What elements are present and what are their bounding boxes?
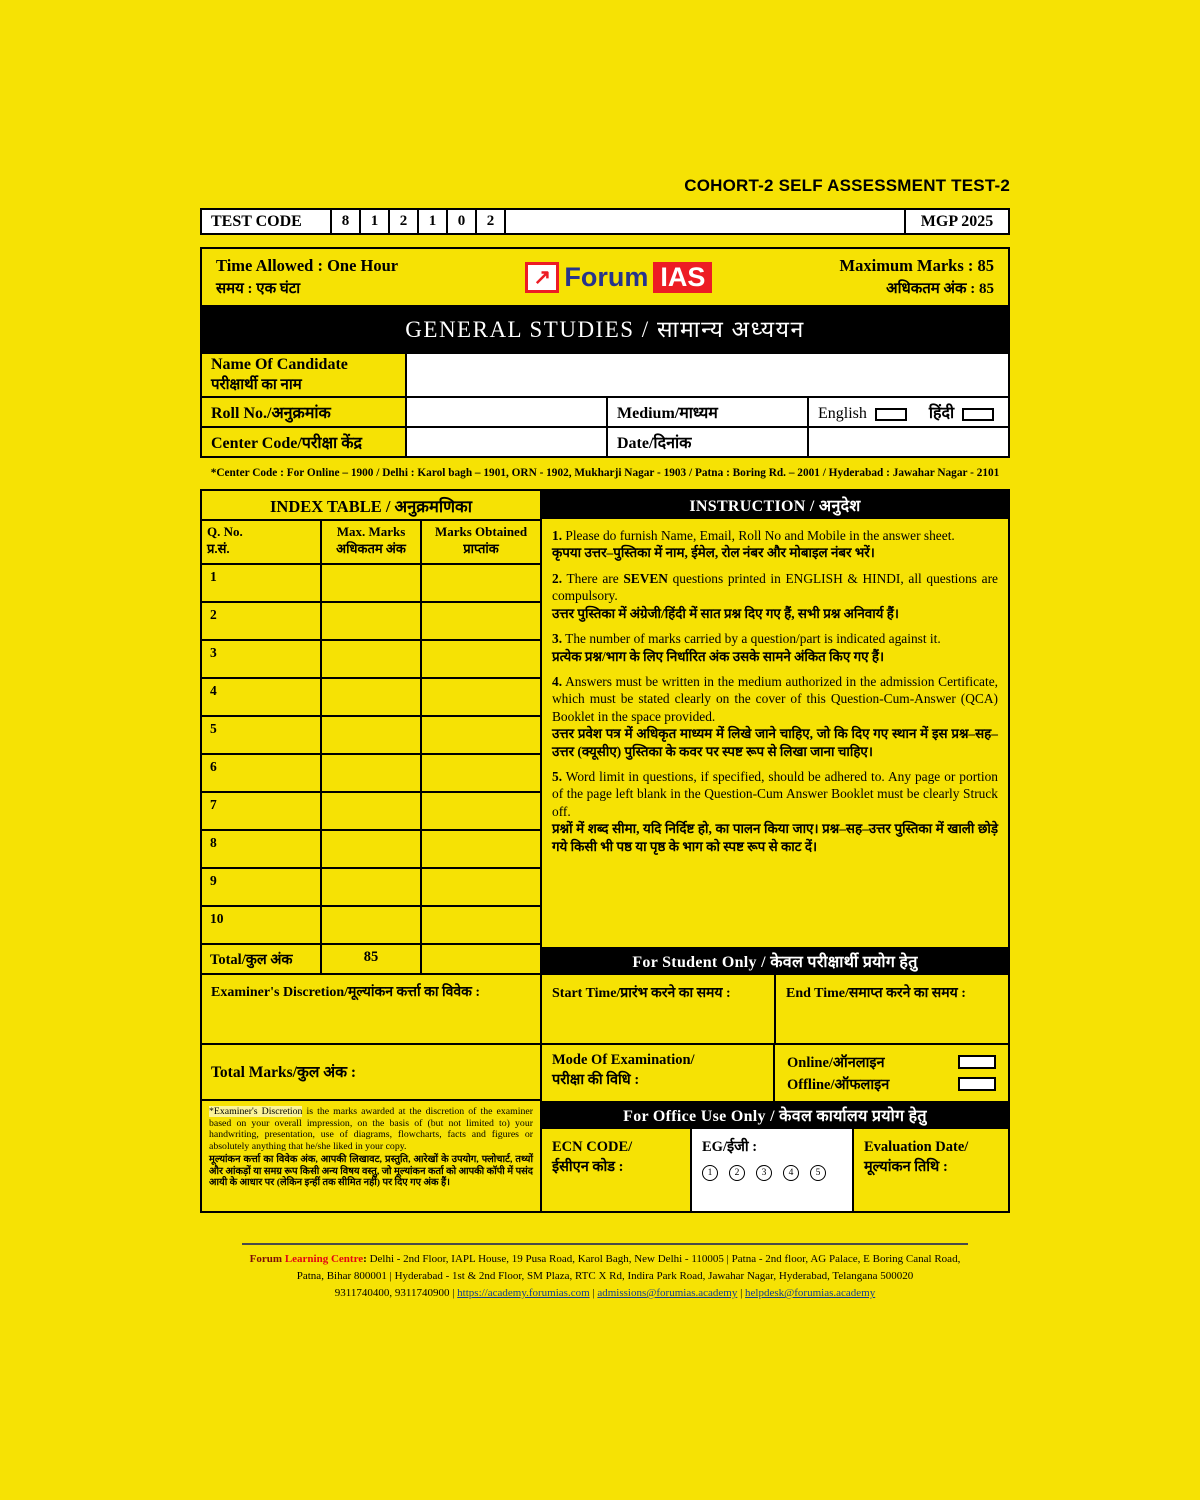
test-code-digit-1: 8 (332, 210, 361, 233)
index-row-5 (202, 717, 540, 755)
index-row-6 (202, 755, 540, 793)
logo-forum-text: Forum (564, 261, 649, 292)
hindi-checkbox[interactable] (962, 408, 994, 421)
roll-no-field[interactable] (406, 397, 607, 427)
examiner-discretion-footnote (202, 1101, 540, 1211)
eg-option-circle-1[interactable]: 1 (702, 1165, 718, 1181)
eg-label: EG/ईजी : (702, 1139, 758, 1155)
max-marks-cell (322, 641, 422, 677)
eg-option-circle-2[interactable]: 2 (729, 1165, 745, 1181)
index-row-9 (202, 869, 540, 907)
max-marks-cell (322, 907, 422, 943)
candidate-info-table (200, 352, 1010, 458)
marks-obtained-cell (422, 793, 540, 829)
index-row-2 (202, 603, 540, 641)
footer-brand: Forum (249, 1253, 283, 1265)
medium-english-label: English (818, 405, 867, 422)
page-title: COHORT-2 SELF ASSESSMENT TEST-2 (684, 176, 1010, 195)
max-marks-cell (322, 869, 422, 905)
qno-cell: 4 (202, 679, 322, 715)
eg-option-circle-4[interactable]: 4 (783, 1165, 799, 1181)
ecn-code-cell[interactable]: ECN CODE/ ईसीएन कोड : (542, 1129, 692, 1211)
footer-link-academy[interactable]: https://academy.forumias.com (457, 1287, 590, 1299)
footer-brand-suffix: Learning Centre (284, 1253, 364, 1265)
qno-cell: 7 (202, 793, 322, 829)
marks-obtained-cell (422, 755, 540, 791)
qno-cell: 8 (202, 831, 322, 867)
footer-address: Forum Learning Centre: Delhi - 2nd Floor, IAPL House, 19 Pusa Road, Karol Bagh, New Delhi - 110005 | Patna - 2nd floor, AG Palace, E Boring Canal Road, Patna, Bihar 800001 | Hyderabad - 1st & 2nd Floor, SM Plaza, RTC X Rd, Indira Park Road, Jawahar Nagar, Hyderabad, Telangana 500020 (249, 1253, 961, 1282)
offline-label: Offline/ऑफलाइन (787, 1077, 890, 1093)
mode-of-exam-cell: Mode Of Examination/ परीक्षा की विधि : (542, 1045, 775, 1101)
instruction-list (542, 519, 1008, 947)
total-marks-cell: Total Marks/कुल अंक : (202, 1045, 540, 1101)
mgp-badge: MGP 2025 (920, 212, 994, 230)
test-code-digit-5: 0 (448, 210, 477, 233)
instruction-item-2: 2. There are SEVEN questions printed in ENGLISH & HINDI, all questions are compulsory. उत्तर पुस्तिका में अंग्रेजी/हिंदी में सात प्रश्न दिए गए हैं, सभी प्रश्न अनिवार्य हैं। (552, 570, 998, 621)
max-marks-cell (322, 793, 422, 829)
eg-option-circle-5[interactable]: 5 (810, 1165, 826, 1181)
index-total-row (202, 945, 540, 975)
examiner-discretion-cell: Examiner's Discretion/मूल्यांकन कर्त्ता का विवेक : (202, 975, 540, 1045)
offline-option (787, 1074, 996, 1094)
marks-obtained-cell (422, 603, 540, 639)
index-row-10 (202, 907, 540, 945)
footer-phones: 9311740400, 9311740900 (334, 1287, 450, 1299)
footer-contact: 9311740400, 9311740900 | https://academy.forumias.com | admissions@forumias.academy | helpdesk@forumias.academy (334, 1287, 876, 1299)
center-code-note: *Center Code : For Online – 1900 / Delhi : Karol bagh – 1901, ORN - 1902, Mukharji Nagar - 1903 / Patna : Boring Rd. – 2001 / Hyderabad : Jawahar Nagar - 2101 (210, 467, 1000, 479)
logo-arrow-icon: ↗ (525, 262, 559, 293)
mode-choice-cell (775, 1045, 1008, 1101)
maximum-marks-label: Maximum Marks : 85 (839, 256, 994, 275)
logo-ias-text: IAS (653, 262, 712, 293)
medium-label: Medium/माध्यम (607, 397, 808, 427)
center-code-field[interactable] (406, 427, 607, 457)
total-max-marks: 85 (322, 945, 422, 973)
index-row-8 (202, 831, 540, 869)
marks-obtained-cell (422, 565, 540, 601)
page-content (200, 176, 1010, 1302)
instruction-header-bar: INSTRUCTION / अनुदेश (542, 491, 1008, 519)
footer-address-text: Delhi - 2nd Floor, IAPL House, 19 Pusa Road, Karol Bagh, New Delhi - 110005 | Patna - 2nd floor, AG Palace, E Boring Canal Road, Patna, Bihar 800001 | Hyderabad - 1st & 2nd Floor, SM Plaza, RTC X Rd, Indira Park Road, Jawahar Nagar, Hyderabad, Telangana 500020 (296, 1253, 961, 1282)
test-code-digit-2: 1 (361, 210, 390, 233)
col-header-max-marks: Max. Marks अधिकतम अंक (322, 521, 422, 563)
qno-cell: 6 (202, 755, 322, 791)
marks-obtained-cell (422, 907, 540, 943)
time-allowed-block (216, 256, 398, 298)
eg-option-circle-3[interactable]: 3 (756, 1165, 772, 1181)
maximum-marks-label-hindi: अधिकतम अंक : 85 (886, 281, 994, 297)
test-code-digit-6: 2 (477, 210, 506, 233)
test-code-digit-4: 1 (419, 210, 448, 233)
name-of-candidate-label (201, 353, 406, 397)
eg-cell (692, 1129, 854, 1211)
max-marks-cell (322, 755, 422, 791)
index-table-column (202, 491, 542, 1211)
evaluation-date-cell[interactable]: Evaluation Date/ मूल्यांकन तिथि : (864, 1139, 969, 1176)
test-code-bar (200, 208, 1010, 235)
max-marks-cell (322, 565, 422, 601)
max-marks-cell (322, 717, 422, 753)
footer (242, 1243, 968, 1302)
max-marks-cell (322, 831, 422, 867)
mode-row (542, 1045, 1008, 1101)
office-use-bar: For Office Use Only / केवल कार्यालय प्रयोग हेतु (542, 1101, 1008, 1129)
qno-cell: 1 (202, 565, 322, 601)
office-use-row (542, 1129, 1008, 1211)
online-option (787, 1052, 996, 1072)
footnote-english: *Examiner's Discretion is the marks awarded at the discretion of the examiner based on your overall impression, on the basis of (but not limited to) your handwriting, presentation, use of diagrams, flowcharts, facts and figures or absolutely anything that he/she liked in your copy. (209, 1106, 533, 1152)
forumias-logo (525, 262, 712, 293)
max-marks-cell (322, 679, 422, 715)
index-row-4 (202, 679, 540, 717)
end-time-cell[interactable]: End Time/समाप्त करने का समय : (786, 986, 966, 1001)
qno-cell: 10 (202, 907, 322, 943)
date-label: Date/दिनांक (607, 427, 808, 457)
subject-title-bar: GENERAL STUDIES / सामान्य अध्ययन (200, 307, 1010, 352)
index-table-title: INDEX TABLE / अनुक्रमणिका (202, 491, 540, 521)
date-field[interactable] (808, 427, 1009, 457)
time-allowed-label: Time Allowed : One Hour (216, 256, 399, 275)
footer-link-admissions[interactable]: admissions@forumias.academy (597, 1287, 738, 1299)
main-section (200, 489, 1010, 1213)
name-label-en: Name Of Candidate (211, 356, 348, 373)
footnote-hindi: मूल्यांकन कर्त्ता का विवेक अंक, आपकी लिखावट, प्रस्तुति, आरेखों के उपयोग, फ्लोचार्ट, तथ्यों और आंकड़ों या समग्र रूप किसी अन्य विषय वस्तु, जो मूल्यांकन कर्ता को आपकी कॉपी में पसंद आयी के आधार पर (लेकिन इन्हीं तक सीमित नहीं) पर दिए गए अंक हैं। (209, 1154, 533, 1189)
time-allowed-label-hindi: समय : एक घंटा (216, 281, 301, 297)
time-row (542, 975, 1008, 1045)
test-code-digit-3: 2 (390, 210, 419, 233)
qno-cell: 5 (202, 717, 322, 753)
index-row-7 (202, 793, 540, 831)
index-row-1 (202, 565, 540, 603)
max-marks-cell (322, 603, 422, 639)
qno-cell: 2 (202, 603, 322, 639)
instruction-item-4: 4. Answers must be written in the medium authorized in the admission Certificate, which must be stated clearly on the cover of this Question-Cum-Answer (QCA) Booklet in the space provided. उत्तर प्रवेश पत्र में अधिकृत माध्यम में लिखे जाने चाहिए, जो कि दिए गए स्थान में इस प्रश्न–सह–उत्तर (क्यूसीए) पुस्तिका के कवर पर स्पष्ट रूप से लिखा जाना चाहिए। (552, 673, 998, 759)
instruction-column (542, 491, 1008, 1211)
offline-checkbox[interactable] (958, 1077, 996, 1091)
center-code-label: Center Code/परीक्षा केंद्र (201, 427, 406, 457)
total-label: Total/कुल अंक (202, 945, 322, 973)
marks-obtained-cell (422, 869, 540, 905)
marks-obtained-cell (422, 831, 540, 867)
marks-obtained-cell (422, 641, 540, 677)
candidate-name-field[interactable] (406, 353, 1009, 397)
instruction-item-3: 3. The number of marks carried by a question/part is indicated against it. प्रत्येक प्रश्न/भाग के लिए निर्धारित अंक उसके सामने अंकित किए गए हैं। (552, 631, 941, 664)
instruction-item-5: 5. Word limit in questions, if specified, should be adhered to. Any page or portion of the page left blank in the Question-Cum Answer Booklet must be clearly Struck off. प्रश्नों में शब्द सीमा, यदि निर्दिष्ट हो, का पालन किया जाए। प्रश्न–सह–उत्तर पुस्तिका में खाली छोड़े गये किसी भी पष्ठ या पृष्ठ के भाग को स्पष्ट रूप से काट दें। (552, 769, 998, 854)
exam-header-box (200, 247, 1010, 307)
test-code-label: TEST CODE (202, 210, 332, 233)
qno-cell: 3 (202, 641, 322, 677)
marks-obtained-cell (422, 679, 540, 715)
english-checkbox[interactable] (875, 408, 907, 421)
col-header-qno: Q. No. प्र.सं. (202, 521, 322, 563)
qno-cell: 9 (202, 869, 322, 905)
eg-options (702, 1165, 842, 1181)
total-marks-obtained-cell (422, 945, 540, 973)
index-row-3 (202, 641, 540, 679)
online-label: Online/ऑनलाइन (787, 1055, 885, 1071)
col-header-marks-obtained: Marks Obtained प्राप्तांक (434, 524, 528, 556)
instruction-item-1: 1. Please do furnish Name, Email, Roll No and Mobile in the answer sheet. कृपया उत्तर–पुस्तिका में नाम, ईमेल, रोल नंबर और मोबाइल नंबर भरें। (552, 528, 955, 561)
medium-hindi-label: हिंदी (928, 405, 955, 422)
student-only-bar: For Student Only / केवल परीक्षार्थी प्रयोग हेतु (542, 947, 1008, 975)
start-time-cell[interactable]: Start Time/प्रारंभ करने का समय : (542, 975, 776, 1043)
footer-link-helpdesk[interactable]: helpdesk@forumias.academy (745, 1287, 876, 1299)
online-checkbox[interactable] (958, 1055, 996, 1069)
test-code-blank-cell (506, 210, 906, 233)
index-table-header (202, 521, 540, 565)
name-label-hindi: परीक्षार्थी का नाम (211, 377, 302, 393)
medium-choice-cell (808, 397, 1009, 427)
marks-obtained-cell (422, 717, 540, 753)
roll-no-label: Roll No./अनुक्रमांक (201, 397, 406, 427)
maximum-marks-block (840, 256, 994, 298)
